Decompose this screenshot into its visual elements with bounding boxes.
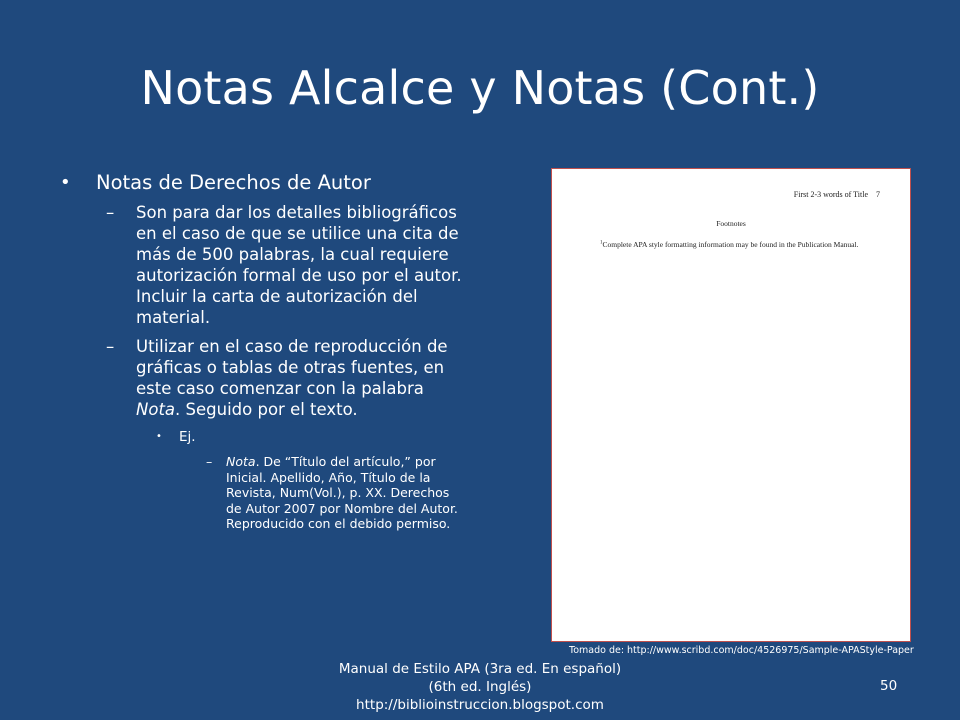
footnote-text: Complete APA style formatting information may be found in the Publication Manual. (602, 240, 859, 249)
sub-list (60, 202, 480, 532)
sub-item-text: Son para dar los detalles bibliográficos en el caso de que se utilice una cita de más de 500 palabras, la cual requiere autorización formal de uso por el autor. Incluir la carta de autorización del material. (136, 203, 462, 327)
sub-item-text-after: . Seguido por el texto. (175, 400, 358, 419)
running-head (794, 190, 880, 199)
sample-paper-image (551, 168, 911, 642)
slide-body (60, 170, 480, 532)
dash-icon: – (206, 454, 213, 469)
footer-link: http://biblioinstruccion.blogspot.com (356, 697, 604, 713)
footer (250, 660, 710, 714)
dash-icon: – (106, 203, 115, 222)
footer-line: Manual de Estilo APA (3ra ed. En español) (338, 661, 622, 677)
example-label: Ej. (179, 429, 196, 445)
bullet-heading (60, 170, 480, 196)
sub-item (60, 336, 476, 420)
example-label-item (60, 428, 480, 446)
sub-item (60, 202, 476, 328)
paper-heading: Footnotes (716, 219, 746, 228)
paper-page-number: 7 (876, 190, 880, 199)
paper-footnote (600, 240, 858, 249)
bullet-heading-text: Notas de Derechos de Autor (96, 171, 371, 194)
example-item (60, 454, 466, 532)
running-head-text: First 2-3 words of Title (793, 190, 868, 199)
footnote-marker: 1 (600, 240, 603, 246)
slide-title: Notas Alcalce y Notas (Cont.) (140, 61, 820, 115)
bullet-icon: • (156, 431, 162, 442)
bullet-icon: • (60, 172, 71, 193)
dash-icon: – (106, 337, 115, 356)
footer-line: (6th ed. Inglés) (428, 679, 532, 695)
source-caption: Tomado de: http://www.scribd.com/doc/4526975/Sample-APAStyle-Paper (569, 645, 914, 656)
sub-item-text: Utilizar en el caso de reproducción de gráficas o tablas de otras fuentes, en este caso comenzar con la palabra (136, 337, 456, 398)
example-italic: Nota (226, 454, 256, 469)
slide-number: 50 (880, 678, 898, 694)
sub-item-italic: Nota (136, 400, 176, 419)
example-text: . De “Título del artículo,” por Inicial. Apellido, Año, Título de la Revista, Num(Vol.), p. XX. Derechos de Autor 2007 por Nombre del Autor. Reproducido con el debido permiso. (226, 454, 458, 531)
